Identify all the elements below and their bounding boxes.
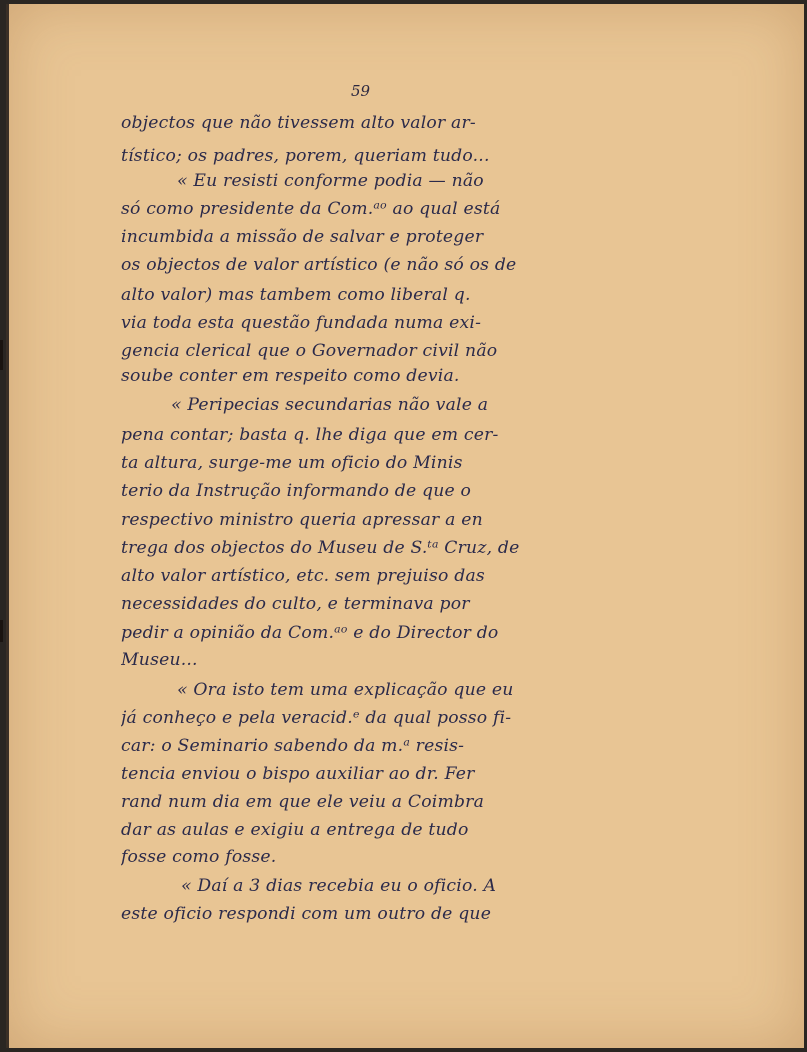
text-line-9: gencia clerical que o Governador civil não (121, 341, 498, 361)
text-line-26: dar as aulas e exigiu a entrega de tudo (121, 820, 469, 840)
text-line-11: « Peripecias secundarias não vale a (171, 395, 489, 415)
text-line-14: terio da Instrução informando de que o (121, 481, 472, 501)
text-line-2: tístico; os padres, porem, queriam tudo... (121, 146, 490, 166)
text-line-23: car: o Seminario sabendo da m.ᵃ resis- (121, 736, 465, 756)
text-line-15: respectivo ministro queria apressar a en (121, 510, 483, 530)
text-line-17: alto valor artístico, etc. sem prejuiso das (121, 566, 485, 586)
text-line-8: via toda esta questão fundada numa exi- (121, 313, 482, 333)
text-line-1: objectos que não tivessem alto valor ar- (121, 113, 476, 133)
text-line-7: alto valor) mas tambem como liberal q. (121, 285, 471, 305)
manuscript-page (6, 4, 804, 1048)
text-line-22: já conheço e pela veracid.ᵉ da qual posso fi- (121, 708, 512, 728)
text-line-4: só como presidente da Com.ᵃᵒ ao qual está (121, 199, 501, 219)
text-line-20: Museu... (121, 650, 198, 670)
text-line-29: este oficio respondi com um outro de que (121, 904, 492, 924)
text-line-6: os objectos de valor artístico (e não só os de (121, 255, 517, 275)
text-line-28: « Daí a 3 dias recebia eu o oficio. A (181, 876, 497, 896)
text-line-13: ta altura, surge-me um oficio do Minis (121, 453, 463, 473)
text-line-10: soube conter em respeito como devia. (121, 366, 460, 386)
text-line-19: pedir a opinião da Com.ᵃᵒ e do Director do (121, 623, 499, 643)
text-line-25: rand num dia em que ele veiu a Coimbra (121, 792, 485, 812)
text-line-16: trega dos objectos do Museu de S.ᵗᵃ Cruz, de (121, 538, 520, 558)
text-line-3: « Eu resisti conforme podia — não (177, 171, 484, 191)
text-line-24: tencia enviou o bispo auxiliar ao dr. Fer (121, 764, 475, 784)
text-line-12: pena contar; basta q. lhe diga que em cer- (121, 425, 499, 445)
text-line-18: necessidades do culto, e terminava por (121, 594, 470, 614)
page-number: 59 (351, 82, 371, 100)
text-line-21: « Ora isto tem uma explicação que eu (177, 680, 514, 700)
binding-shadow (0, 620, 3, 642)
text-line-5: incumbida a missão de salvar e proteger (121, 227, 484, 247)
text-line-27: fosse como fosse. (121, 847, 277, 867)
binding-shadow (0, 340, 3, 370)
